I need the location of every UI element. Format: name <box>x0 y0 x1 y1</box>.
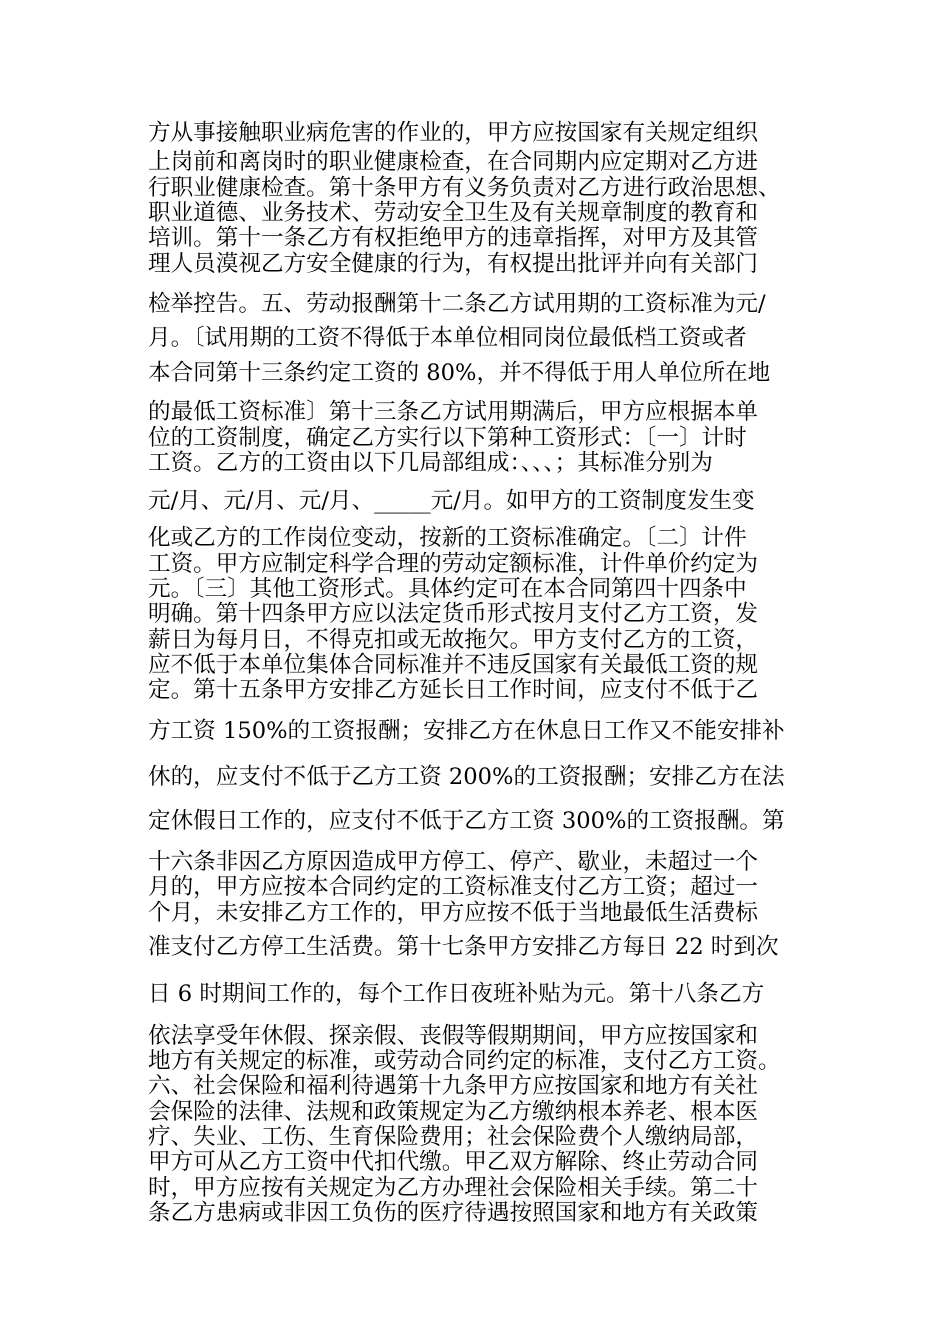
text-line: 疗、失业、工伤、生育保险费用；社会保险费个人缴纳局部， <box>148 1124 759 1150</box>
text-line: 依法享受年休假、探亲假、丧假等假期期间，甲方应按国家和 <box>148 1023 759 1049</box>
text-line: 定。第十五条甲方安排乙方延长日工作时间，应支付不低于乙 <box>148 677 759 703</box>
text-line: 六、社会保险和福利待遇第十九条甲方应按国家和地方有关社 <box>148 1073 759 1099</box>
text-line: 培训。第十一条乙方有权拒绝甲方的违章指挥，对甲方及其管 <box>148 225 759 251</box>
text-line: 本合同第十三条约定工资的 80%，并不得低于用人单位所在地 <box>148 360 771 386</box>
text-line: 行职业健康检查。第十条甲方有义务负责对乙方进行政治思想、 <box>148 175 781 201</box>
text-line: 方工资 150%的工资报酬；安排乙方在休息日工作又不能安排补 <box>148 718 785 744</box>
text-line: 月的，甲方应按本合同约定的工资标准支付乙方工资；超过一 <box>148 874 759 900</box>
text-line: 时，甲方应按有关规定为乙方办理社会保险相关手续。第二十 <box>148 1175 759 1201</box>
text-line: 休的，应支付不低于乙方工资 200%的工资报酬；安排乙方在法 <box>148 764 785 790</box>
text-line: 月。〔试用期的工资不得低于本单位相同岗位最低档工资或者 <box>148 325 747 351</box>
text-line: 检举控告。五、劳动报酬第十二条乙方试用期的工资标准为元/ <box>148 291 766 317</box>
text-line: 定休假日工作的，应支付不低于乙方工资 300%的工资报酬。第 <box>148 808 785 834</box>
text-line: 工资。甲方应制定科学合理的劳动定额标准，计件单价约定为 <box>148 551 759 577</box>
text-line: 条乙方患病或非因工负伤的医疗待遇按照国家和地方有关政策 <box>148 1200 759 1226</box>
text-line: 应不低于本单位集体合同标准并不违反国家有关最低工资的规 <box>148 652 759 678</box>
text-line: 个月，未安排乙方工作的，甲方应按不低于当地最低生活费标 <box>148 900 759 926</box>
text-line: 甲方可从乙方工资中代扣代缴。甲乙双方解除、终止劳动合同 <box>148 1149 759 1175</box>
text-line: 理人员漠视乙方安全健康的行为，有权提出批评并向有关部门 <box>148 251 759 277</box>
text-line: 化或乙方的工作岗位变动，按新的工资标准确定。〔二〕计件 <box>148 525 747 551</box>
text-line: 日 6 时期间工作的，每个工作日夜班补贴为元。第十八条乙方 <box>148 981 765 1007</box>
text-line: 明确。第十四条甲方应以法定货币形式按月支付乙方工资，发 <box>148 601 759 627</box>
text-line: 薪日为每月日，不得克扣或无故拖欠。甲方支付乙方的工资， <box>148 627 759 653</box>
text-line: 十六条非因乙方原因造成甲方停工、停产、歇业，未超过一个 <box>148 849 759 875</box>
text-line: 元。〔三〕其他工资形式。具体约定可在本合同第四十四条中 <box>148 576 747 602</box>
text-line: 工资。乙方的工资由以下几局部组成：、、、；其标准分别为 <box>148 450 713 476</box>
text-line: 职业道德、业务技术、劳动安全卫生及有关规章制度的教育和 <box>148 200 759 226</box>
text-line: 的最低工资标准〕第十三条乙方试用期满后，甲方应根据本单 <box>148 399 759 425</box>
text-line: 上岗前和离岗时的职业健康检查，在合同期内应定期对乙方进 <box>148 149 759 175</box>
text-line: 方从事接触职业病危害的作业的，甲方应按国家有关规定组织 <box>148 120 759 146</box>
text-line: 会保险的法律、法规和政策规定为乙方缴纳根本养老、根本医 <box>148 1099 759 1125</box>
text-line: 位的工资制度，确定乙方实行以下第种工资形式：〔一〕计时 <box>148 425 747 451</box>
text-line: 准支付乙方停工生活费。第十七条甲方安排乙方每日 22 时到次 <box>148 934 779 960</box>
text-line: 元/月、元/月、元/月、_____元/月。如甲方的工资制度发生变 <box>148 488 755 514</box>
text-line: 地方有关规定的标准，或劳动合同约定的标准，支付乙方工资。 <box>148 1048 781 1074</box>
